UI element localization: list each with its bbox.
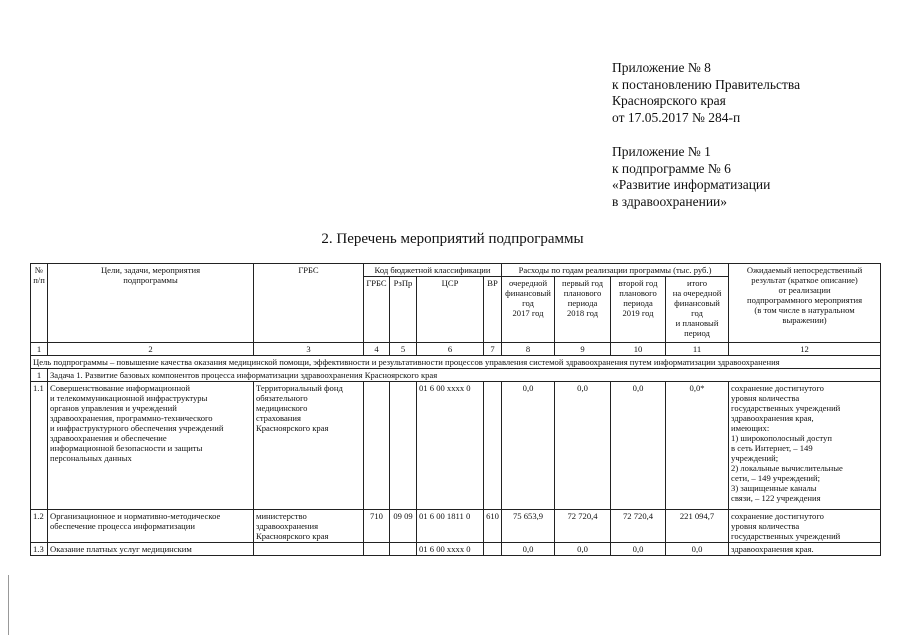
row-2017: 0,0 [502, 382, 555, 510]
row-total: 221 094,7 [666, 510, 729, 543]
row-csr: 01 6 00 1811 0 [417, 510, 484, 543]
annex-line: Приложение № 1 [612, 144, 711, 159]
row-grbs-code [364, 382, 390, 510]
header-expenses: Расходы по годам реализации программы (тыс. руб.) [502, 264, 729, 277]
col-number: 5 [390, 343, 417, 356]
header-2019: второй год планового периода 2019 год [611, 277, 666, 343]
row-2019: 0,0 [611, 382, 666, 510]
row-total: 0,0 [666, 543, 729, 556]
table-row [31, 382, 881, 510]
column-number-row [31, 343, 881, 356]
table-row [31, 543, 881, 556]
header-2017: очередной финансовый год 2017 год [502, 277, 555, 343]
row-2017: 75 653,9 [502, 510, 555, 543]
header-grbs: ГРБС [254, 264, 364, 343]
col-number: 4 [364, 343, 390, 356]
row-result: сохранение достигнутого уровня количества государственных учреждений [729, 510, 881, 543]
col-number: 10 [611, 343, 666, 356]
measures-table [30, 263, 881, 556]
col-number: 8 [502, 343, 555, 356]
row-num: 1.2 [31, 510, 48, 543]
header-grbs-code: ГРБС [364, 277, 390, 343]
page-title: 2. Перечень мероприятий подпрограммы [321, 231, 584, 247]
row-name: Совершенствование информационной и телекоммуникационной инфраструктуры органов управления и учреждений здравоохранения, программно-технического и инфраструктурного обеспечения учреждений здравоохранения и обеспечение информационной безопасности и защиты персональных данных [48, 382, 254, 510]
header-num: № п/п [31, 264, 48, 343]
row-name: Организационное и нормативно-методическое обеспечение процесса информатизации [48, 510, 254, 543]
col-number: 6 [417, 343, 484, 356]
annex-header-subprogram [612, 144, 770, 210]
row-result: сохранение достигнутого уровня количества государственных учреждений здравоохранения края, имеющих: 1) широкополосный доступ в сеть Интернет, – 149 учреждений; 2) локальные вычислительные сети, – 149 учреждений; 3) защищенные каналы связи, – 122 учреждения [729, 382, 881, 510]
goal-text: Цель подпрограммы – повышение качества оказания медицинской помощи, эффективности и результативности процессов управления системой здравоохранения путем информатизации здравоохранения [31, 356, 881, 369]
row-csr: 01 6 00 xxxx 0 [417, 382, 484, 510]
row-grbs: Территориальный фонд обязательного медицинского страхования Красноярского края [254, 382, 364, 510]
row-grbs-code: 710 [364, 510, 390, 543]
table-row [31, 510, 881, 543]
col-number: 3 [254, 343, 364, 356]
row-total: 0,0* [666, 382, 729, 510]
row-name: Оказание платных услуг медицинским [48, 543, 254, 556]
row-grbs: министерство здравоохранения Красноярского края [254, 510, 364, 543]
task-num: 1 [31, 369, 48, 382]
col-number: 1 [31, 343, 48, 356]
scan-margin-line [8, 575, 9, 635]
row-grbs-code [364, 543, 390, 556]
annex-line: Приложение № 8 [612, 60, 711, 75]
annex-header-resolution [612, 60, 800, 126]
header-total: итого на очередной финансовый год и плановый период [666, 277, 729, 343]
row-vr: 610 [484, 510, 502, 543]
header-2018: первый год планового периода 2018 год [555, 277, 611, 343]
row-vr [484, 382, 502, 510]
annex-line: к подпрограмме № 6 [612, 160, 731, 176]
row-num: 1.1 [31, 382, 48, 510]
row-2017: 0,0 [502, 543, 555, 556]
annex-line: от 17.05.2017 № 284-п [612, 109, 741, 125]
col-number: 11 [666, 343, 729, 356]
row-csr: 01 6 00 xxxx 0 [417, 543, 484, 556]
row-vr [484, 543, 502, 556]
row-rzpr [390, 543, 417, 556]
header-vr: ВР [484, 277, 502, 343]
annex-line: Красноярского края [612, 93, 726, 108]
annex-line: к постановлению Правительства [612, 76, 801, 92]
row-2018: 0,0 [555, 382, 611, 510]
header-result: Ожидаемый непосредственный результат (краткое описание) от реализации подпрограммного мероприятия (в том числе в натуральном выражении) [729, 264, 881, 343]
goal-row [31, 356, 881, 369]
col-number: 12 [729, 343, 881, 356]
col-number: 7 [484, 343, 502, 356]
task-row [31, 369, 881, 382]
row-rzpr [390, 382, 417, 510]
header-row [31, 264, 881, 277]
row-rzpr: 09 09 [390, 510, 417, 543]
header-rzpr: РзПр [390, 277, 417, 343]
header-budget-code: Код бюджетной классификации [364, 264, 502, 277]
row-grbs [254, 543, 364, 556]
row-2018: 0,0 [555, 543, 611, 556]
annex-line: «Развитие информатизации [612, 177, 771, 192]
col-number: 9 [555, 343, 611, 356]
row-2019: 0,0 [611, 543, 666, 556]
row-num: 1.3 [31, 543, 48, 556]
row-2018: 72 720,4 [555, 510, 611, 543]
header-goals: Цели, задачи, мероприятия подпрограммы [48, 264, 254, 343]
row-result: здравоохранения края. [729, 543, 881, 556]
header-csr: ЦСР [417, 277, 484, 343]
row-2019: 72 720,4 [611, 510, 666, 543]
task-text: Задача 1. Развитие базовых компонентов процесса информатизации здравоохранения Красноярского края [48, 369, 881, 382]
col-number: 2 [48, 343, 254, 356]
annex-line: в здравоохранении» [612, 193, 728, 209]
